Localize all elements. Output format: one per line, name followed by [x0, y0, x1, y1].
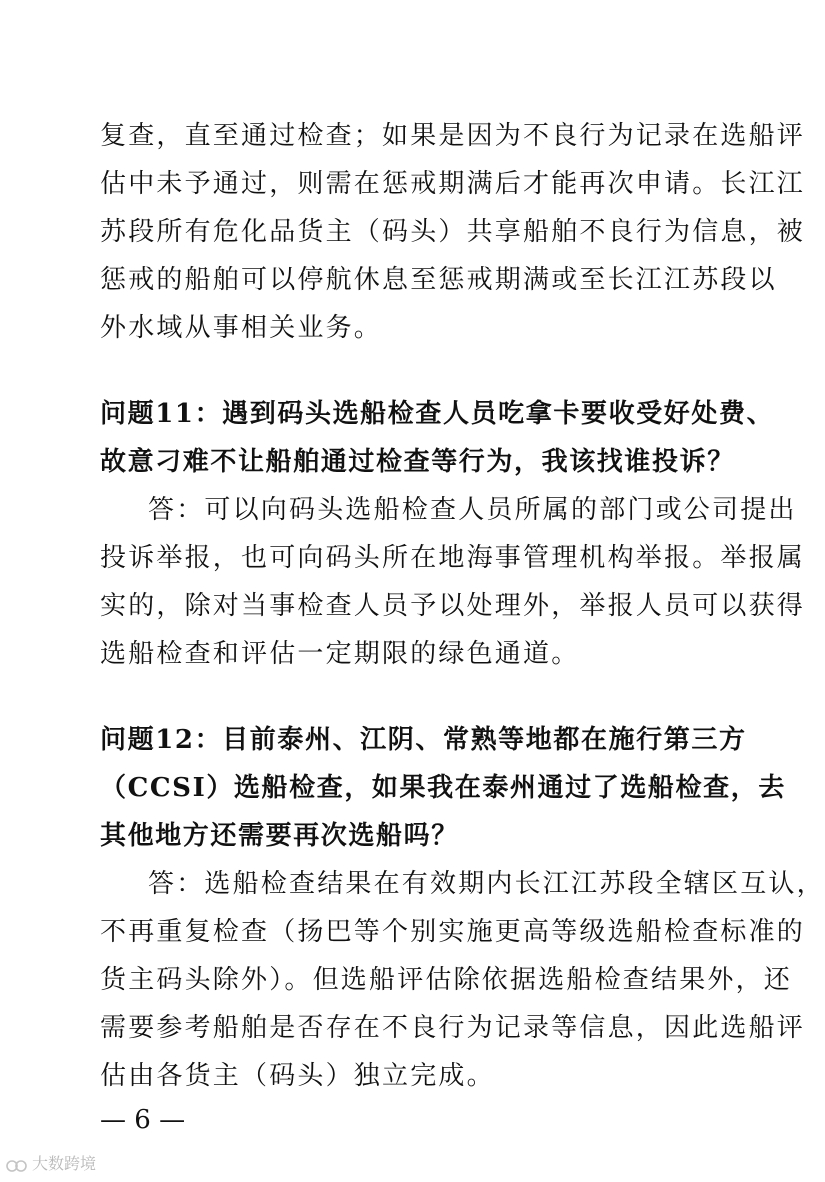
paragraph-1-line-1: 复查，直至通过检查；如果是因为不良行为记录在选船评	[100, 121, 806, 151]
watermark	[6, 1152, 96, 1176]
question-12-line-3: 其他地方还需要再次选船吗？	[100, 821, 459, 851]
paragraph-1-line-3: 苏段所有危化品货主（码头）共享船舶不良行为信息，被	[100, 217, 806, 247]
paragraph-1-line-4: 惩戒的船舶可以停航休息至惩戒期满或至长江江苏段以	[100, 265, 777, 295]
question-12-line-1: 问题12：目前泰州、江阴、常熟等地都在施行第三方	[100, 725, 747, 755]
answer-12-line-2: 不再重复检查（扬巴等个别实施更高等级选船检查标准的	[100, 917, 806, 947]
paragraph-1-line-2: 估中未予通过，则需在惩戒期满后才能再次申请。长江江	[100, 169, 806, 199]
question-11-line-2: 故意刁难不让船舶通过检查等行为，我该找谁投诉？	[100, 447, 735, 477]
paragraph-1-line-5: 外水域从事相关业务。	[100, 313, 383, 343]
answer-11-line-2: 投诉举报，也可向码头所在地海事管理机构举报。举报属	[100, 543, 806, 573]
answer-12-line-5: 估由各货主（码头）独立完成。	[100, 1061, 495, 1091]
answer-11-line-3: 实的，除对当事检查人员予以处理外，举报人员可以获得	[100, 591, 806, 621]
answer-11-line-1: 答：可以向码头选船检查人员所属的部门或公司提出	[148, 495, 797, 525]
answer-12-line-3: 货主码头除外）。但选船评估除依据选船检查结果外，还	[100, 965, 793, 995]
answer-12-line-4: 需要参考船舶是否存在不良行为记录等信息，因此选船评	[100, 1013, 806, 1043]
answer-11-line-4: 选船检查和评估一定期限的绿色通道。	[100, 639, 580, 669]
watermark-text: 大数跨境	[32, 1154, 97, 1173]
answer-12-line-1: 答：选船检查结果在有效期内长江江苏段全辖区互认，	[148, 869, 825, 899]
watermark-logo-icon	[6, 1157, 28, 1173]
question-12-line-2: （CCSI）选船检查，如果我在泰州通过了选船检查，去	[100, 773, 786, 803]
question-11-line-1: 问题11：遇到码头选船检查人员吃拿卡要收受好处费、	[100, 399, 775, 429]
page-number: — 6 —	[100, 1105, 186, 1135]
